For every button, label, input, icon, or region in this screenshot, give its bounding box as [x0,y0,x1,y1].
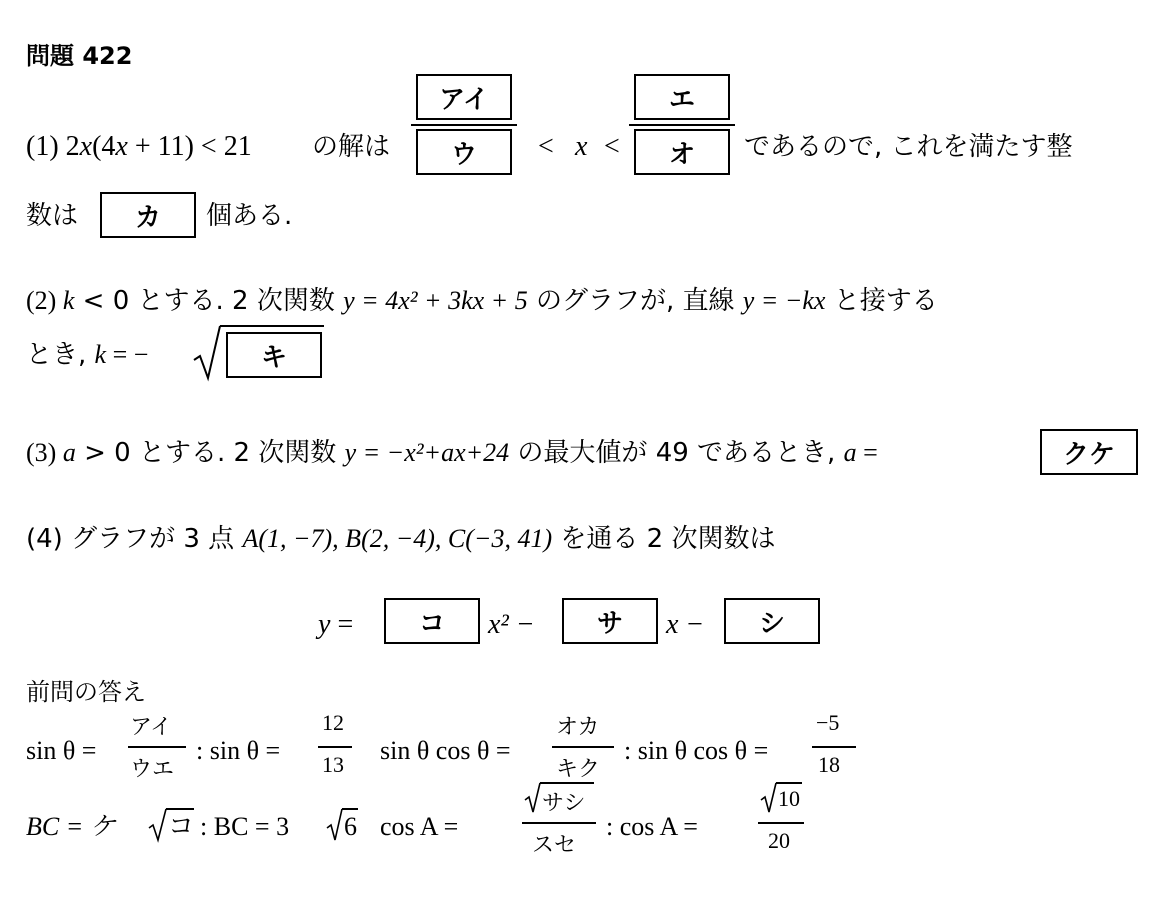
part1-line2b: 個ある. [206,201,293,231]
prev-c1: : sin θ = [196,736,281,765]
part2-eq: y = 4x² + 3kx + 5 [343,286,528,315]
prev-f5-num: サシ [542,791,586,816]
part4-y: y [318,609,331,640]
part3-cond: > 0 とする. 2 次関数 [75,438,345,468]
prev-sincos: sin θ cos θ = [380,736,511,765]
prev-f4-bar [812,746,856,748]
part2-label: (2) [26,286,63,315]
prev-f4-den: 18 [818,752,840,777]
prev-f2-den: 13 [322,752,344,777]
fraction-bar-2 [629,124,735,126]
part1-lt1: < [538,131,554,162]
prev-c4: : cos A = [606,812,698,841]
answer-box-kuke: クケ [1040,429,1138,475]
prev-f1-num: アイ [130,715,173,740]
prev-f3-num: オカ [556,715,600,740]
part3-a: a [62,438,76,467]
prev-f1-bar [128,746,186,748]
prev-bc: BC = ケ [26,812,116,841]
part4-line [26,524,775,554]
prev-heading: 前問の答え [26,678,146,706]
prev-f2-num: 12 [322,710,344,735]
answer-box-u: ウ [416,129,512,175]
ineq-rest: + 11) < 21 [127,131,252,162]
part2-toki: とき, [26,340,95,370]
answer-box-ko: コ [384,598,480,644]
part4-tail: を通る 2 次関数は [552,524,776,554]
part3-label: (3) [26,438,63,467]
part1-line2a: 数は [26,201,79,231]
part1-kai: の解は [312,132,391,162]
part1-x: x [575,131,588,162]
part3-eqs: = [856,438,878,467]
prev-bc-val: 6 [344,812,357,841]
part3-mid: の最大値が 49 であるとき, [509,438,844,468]
answer-box-ai: アイ [416,74,512,120]
answer-box-shi: シ [724,598,820,644]
prev-f3-bar [552,746,614,748]
sqrt-overline-6 [342,808,358,810]
prev-f6-den: 20 [768,828,790,853]
prev-bc-radicand: コ [168,812,195,842]
ineq-x2: x [115,131,128,162]
prev-f5-bar [522,822,596,824]
prev-c3: : BC = 3 [200,812,290,841]
part2-line1 [26,286,938,316]
part1-tail: であるので, これを満たす整 [744,132,1073,162]
prev-f1-den: ウエ [130,757,175,782]
sqrt-sign-ki [192,324,222,384]
problem-title: 問題 422 [26,42,133,70]
prev-c2: : sin θ cos θ = [624,736,769,765]
prev-f5-den: スセ [532,833,577,858]
part1-label: (1) [26,131,66,162]
part4-eq: = [330,609,354,640]
sqrt-overline-sashi [540,782,594,784]
answer-box-ka: カ [100,192,196,238]
sqrt-sign-10 [760,782,778,816]
part4-points: A(1, −7), B(2, −4), C(−3, 41) [242,524,553,553]
part4-x2: x² − [488,609,535,640]
answer-box-e: エ [634,74,730,120]
prev-f6-num: 10 [778,786,800,811]
prev-sin1: sin θ = [26,736,97,765]
sqrt-sign-6 [326,808,344,844]
part2-line2 [26,340,148,370]
part3-a2: a [843,438,857,467]
part4-x1: x − [666,609,705,640]
part1-lt2: < [604,131,620,162]
part3-eq: y = −x²+ax+24 [344,438,510,467]
part2-line-eq: y = −kx [742,286,826,315]
prev-f6-bar [758,822,804,824]
sqrt-overline-ko [166,808,194,810]
part2-k: k [62,286,75,315]
part1-line1 [26,130,252,164]
ineq-2: 2 [65,131,80,162]
part3-line [26,438,878,468]
part2-k2: k [94,340,107,369]
sqrt-sign-sashi [524,782,542,816]
sqrt-sign-ko [148,808,168,844]
fraction-bar-1 [411,124,517,126]
part4-eq-lhs [318,608,353,642]
ineq-4: (4 [92,131,116,162]
prev-f3-den: キク [556,757,601,782]
part2-mid: のグラフが, 直線 [527,286,743,316]
sqrt-overline-ki [220,325,324,327]
sqrt-overline-10 [776,782,802,784]
prev-f4-num: −5 [816,710,840,735]
ineq-x: x [79,131,93,162]
answer-box-o: オ [634,129,730,175]
part2-eqm: = − [106,340,149,369]
prev-cosA: cos A = [380,812,459,841]
part4-lead: (4) グラフが 3 点 [26,524,243,554]
part2-end: と接する [825,286,938,316]
answer-box-sa: サ [562,598,658,644]
part2-cond: < 0 とする. 2 次関数 [74,286,344,316]
answer-box-ki: キ [226,332,322,378]
prev-f2-bar [318,746,352,748]
